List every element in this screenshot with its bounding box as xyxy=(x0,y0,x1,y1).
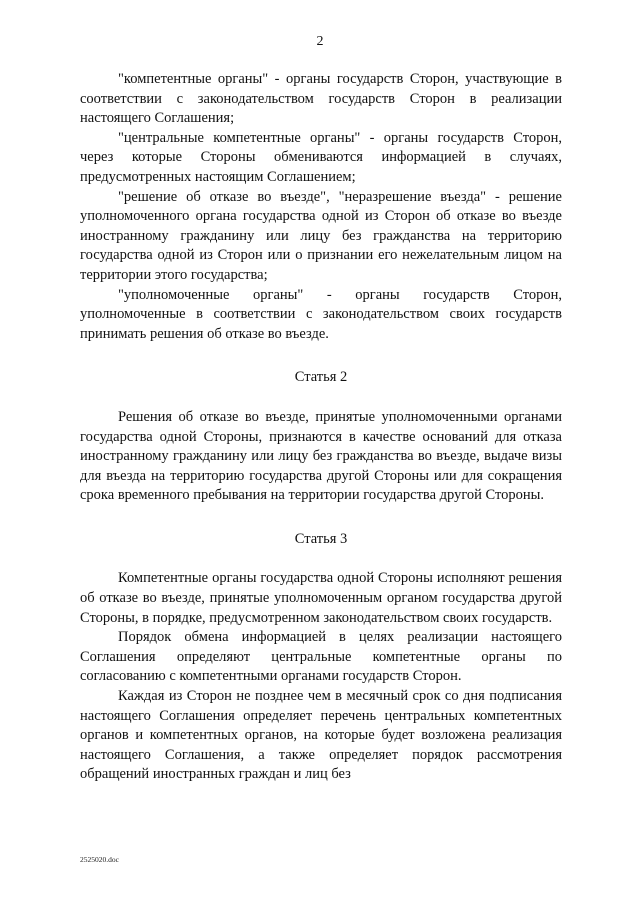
article-3-body xyxy=(80,569,562,785)
definition-competent-bodies: "компетентные органы" - органы государств Сторон, участвующие в соответствии с законодательством государств Сторон в реализации настоящего Соглашения; xyxy=(80,71,562,127)
article-3-heading: Статья 3 xyxy=(294,530,348,547)
article-3-paragraph: Порядок обмена информацией в целях реализации настоящего Соглашения определяют центральные компетентные органы по согласованию с компетентными органами государств Сторон. xyxy=(80,629,562,685)
page-number: 2 xyxy=(316,34,324,49)
article-2-paragraph: Решения об отказе во въезде, принятые уполномоченными органами государства одной Стороны, признаются в качестве оснований для отказа иностранному гражданину или лицу без гражданства во въезде, выдаче визы для въезда на территорию государства другой Стороны или для сокращения срока временного пребывания на территории государства другой Стороны. xyxy=(80,408,562,504)
article-3-paragraph: Компетентные органы государства одной Стороны исполняют решения об отказе во въезде, принятые уполномоченным органом государства другой Стороны, в порядке, предусмотренном законодательством своих государств. xyxy=(80,570,562,626)
article-2-heading: Статья 2 xyxy=(294,369,348,386)
definition-entry-refusal: "решение об отказе во въезде", "неразрешение въезда" - решение уполномоченного органа государства одной из Сторон об отказе во въезде иностранному гражданину или лицу без гражданства на территорию государства одной из Сторон или о признании его нежелательным лицом на территории этого государства; xyxy=(80,188,562,283)
footer-file-name: 2525020.doc xyxy=(80,855,119,864)
document-body xyxy=(80,70,562,785)
definition-central-competent-bodies: "центральные компетентные органы" - органы государств Сторон, через которые Стороны обмениваются информацией в случаях, предусмотренных настоящим Соглашением; xyxy=(80,129,562,185)
article-3-paragraph: Каждая из Сторон не позднее чем в месячный срок со дня подписания настоящего Соглашения определяет перечень центральных компетентных органов и компетентных органов, на которые будет возложена реализация настоящего Соглашения, а также определяет порядок рассмотрения обращений иностранных граждан и лиц без xyxy=(80,688,562,783)
article-2-body xyxy=(80,408,562,506)
definition-authorized-bodies: "уполномоченные органы" - органы государств Сторон, уполномоченные в соответствии с законодательством своих государств принимать решения об отказе во въезде. xyxy=(80,286,562,342)
